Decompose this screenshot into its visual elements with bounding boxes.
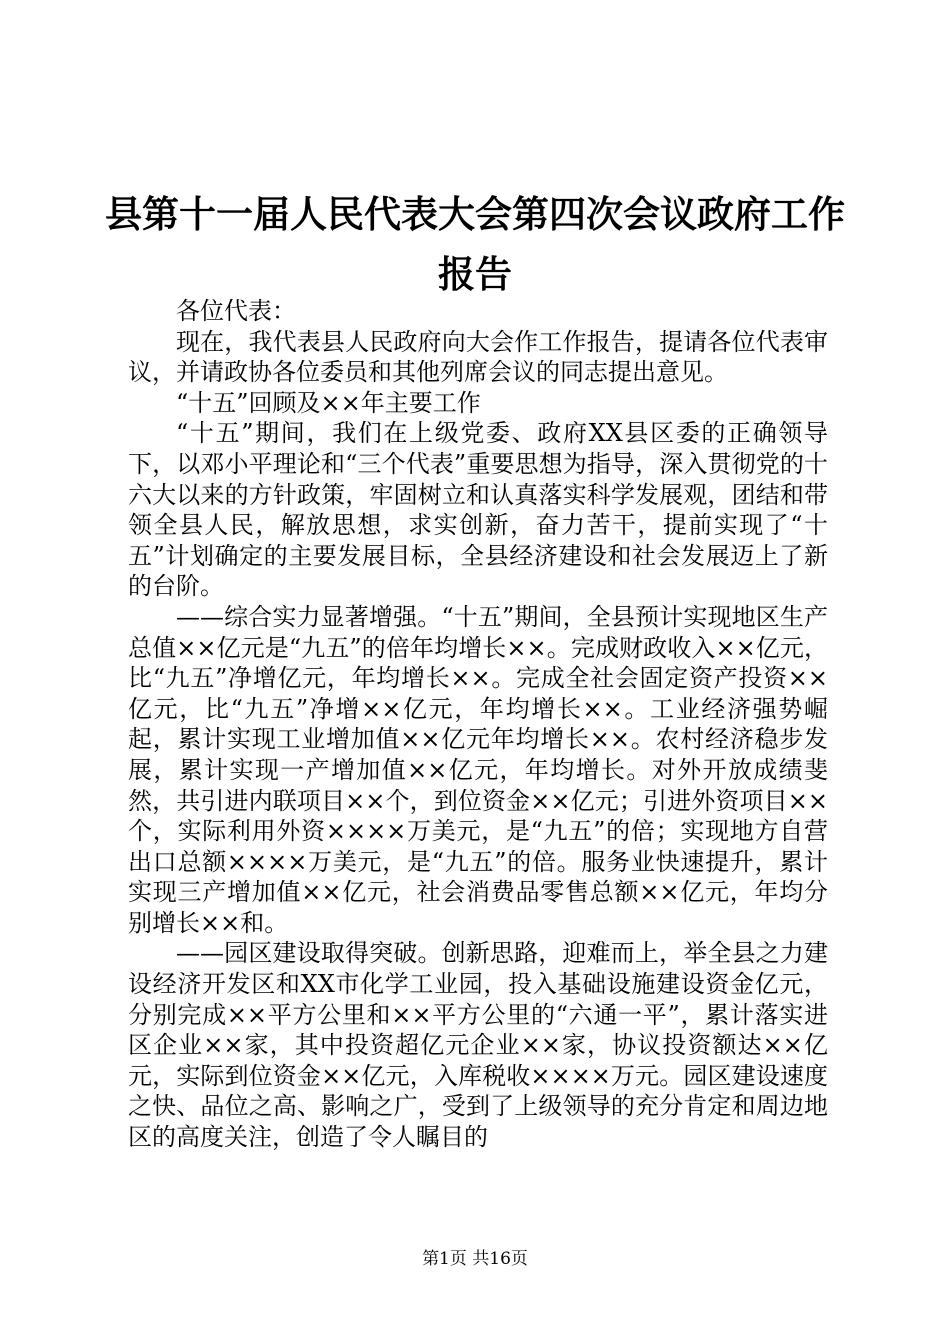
- body-paragraph: ——综合实力显著增强。“十五”期间，全县预计实现地区生产总值××亿元是“九五”的倍年均增长××。完成财政收入××亿元，比“九五”净增亿元，年均增长××。完成全社会固定资产投资××亿元，比“九五”净增××亿元，年均增长××。工业经济强势崛起，累计实现工业增加值××亿元年均增长××。农村经济稳步发展，累计实现一产增加值××亿元，年均增长。对外开放成绩斐然，共引进内联项目××个，到位资金××亿元；引进外资项目××个，实际利用外资××××万美元，是“九五”的倍；实现地方自营出口总额××××万美元，是“九五”的倍。服务业快速提升，累计实现三产增加值××亿元，社会消费品零售总额××亿元，年均分别增长××和。: [128, 602, 828, 937]
- page-number-footer: 第1页 共16页: [422, 1249, 528, 1269]
- body-paragraph: “十五”期间，我们在上级党委、政府XX县区委的正确领导下，以邓小平理论和“三个代表”重要思想为指导，深入贯彻党的十六大以来的方针政策，牢固树立和认真落实科学发展观，团结和带领全县人民，解放思想，求实创新，奋力苦干，提前实现了“十五”计划确定的主要发展目标，全县经济建设和社会发展迈上了新的台阶。: [128, 419, 828, 601]
- salutation-paragraph: 各位代表：: [176, 297, 296, 325]
- document-title-line-1: 县第十一届人民代表大会第四次会议政府工作: [105, 192, 845, 236]
- document-body: [128, 296, 828, 1153]
- section-heading: “十五”回顾及××年主要工作: [176, 388, 481, 417]
- document-title-line-2: 报告: [438, 252, 512, 296]
- body-paragraph: 现在，我代表县人民政府向大会作工作报告，提请各位代表审议，并请政协各位委员和其他列席会议的同志提出意见。: [128, 327, 828, 387]
- body-paragraph: ——园区建设取得突破。创新思路，迎难而上，举全县之力建设经济开发区和XX市化学工业园，投入基础设施建设资金亿元，分别完成××平方公里和××平方公里的“六通一平”，累计落实进区企业××家，其中投资超亿元企业××家，协议投资额达××亿元，实际到位资金××亿元，入库税收××××万元。园区建设速度之快、品位之高、影响之广，受到了上级领导的充分肯定和周边地区的高度关注，创造了令人瞩目的: [128, 939, 828, 1152]
